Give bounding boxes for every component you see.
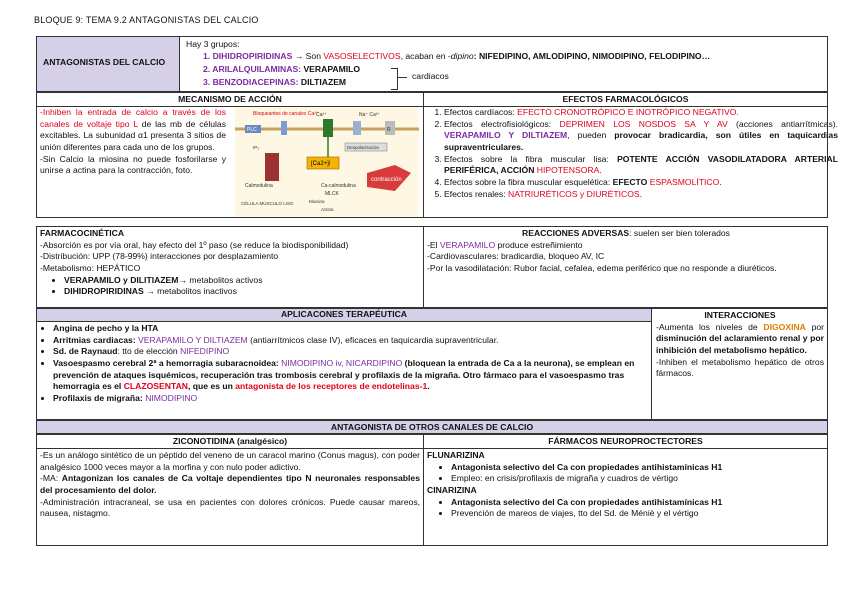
neuro-c2: • Prevención de mareos de viajes, tto del Sd. de Méniè y el vértigo	[451, 508, 825, 520]
g2-drug: VERAPAMILO	[303, 64, 361, 74]
mecanismo-p1b: de las mb de células excitables. La subunidad α1 presenta 3 sitios de unión diferentes para cada uno de los grupos.	[40, 118, 227, 153]
aplicaciones-row	[36, 308, 828, 420]
g3-drug: DILTIAZEM	[300, 77, 347, 87]
channel-l	[323, 119, 333, 137]
diagram-celula-label: CÉLULA MÚSCULO LISO	[241, 201, 294, 206]
diagram-cacal-label: Ca-calmodulina	[321, 183, 356, 189]
aplicaciones-list	[41, 323, 657, 405]
g1-vs: VASOSELECTIVOS	[323, 51, 401, 61]
interacciones-l1: -Aumenta los niveles de DIGOXINA por disminución del aclaramiento renal y por inhibición del metabolismo hepático.	[656, 321, 824, 356]
intro-label-cell	[37, 37, 180, 91]
cardiac-label: cardiacos	[412, 71, 449, 81]
farmaco-b1: • VERAPAMILO y DILITIAZEM→ metabolitos activos	[64, 275, 420, 287]
g1-num: 1.	[203, 51, 211, 61]
intro-group-1	[203, 51, 710, 63]
intro-section	[36, 36, 828, 92]
farmaco-reacciones-row	[36, 226, 828, 308]
g1-rest: , acaban en -	[400, 51, 451, 61]
efectos-title: EFECTOS FARMACOLÓGICOS	[424, 94, 827, 107]
reticulum	[265, 153, 279, 181]
farmaco-l1: -Absorción es por vía oral, hay efecto del 1º paso (se reduce la biodisponibilidad)	[40, 239, 349, 250]
channel-a	[281, 121, 287, 135]
aplic-1: • Angina de pecho y la HTA	[53, 323, 657, 335]
efectos-list	[428, 107, 838, 201]
zico-text	[40, 450, 420, 520]
calcium-channel-diagram	[235, 107, 419, 217]
channel-b	[353, 121, 361, 135]
farmaco-l2: -Distribución: UPP (78-99%) interacciones por desplazamiento	[40, 251, 279, 262]
divider	[423, 93, 424, 217]
g2-num: 2.	[203, 64, 211, 74]
diagram-ip3-label: IP₃	[253, 145, 260, 150]
brace-tick	[397, 77, 407, 78]
zico-l1: -Es un análogo sintético de un péptido del veneno de un caracol marino (Conus magus), con poder analgésico 1000 veces mayor a la morfina y con nulo poder adictivo.	[40, 450, 420, 472]
neuro-f1: • Antagonista selectivo del Ca con propiedades antihistamínicas H1	[451, 462, 825, 474]
mecanismo-title: MECANISMO DE ACCIÓN	[37, 94, 423, 107]
aplic-4: • Vasoespasmo cerebral 2ª a hemorragia subaracnoidea: NIMODIPINO iv, NICARDIPINO (bloquean la entrada de Ca a la neurona), se emplean en prevención de ataques isquémicos, recuperación tras trombosis cerebral y profilaxis de la migraña. Otro fármaco para el vasoespasmo tras hemorragia es el CLAZOSENTAN, que es un antagonista de los receptores de endotelinas-1.	[53, 358, 657, 393]
divider-4	[423, 435, 424, 545]
farmaco-l3: -Metabolismo: HEPÁTICO	[40, 263, 141, 274]
g1-list: : NIFEDIPINO, AMLODIPINO, NIMODIPINO, FELODIPINO…	[473, 51, 711, 61]
g1-suffix: dipino	[450, 51, 474, 61]
diagram-actina-label: Actina	[321, 207, 334, 212]
zico-l3: -Administración intracraneal, se usa en pacientes con dolores crónicos. Puede causar mareos, nausea, nistagmo.	[40, 496, 420, 519]
interacciones-l2: -Inhiben el metabolismo hepático de otros fármacos.	[656, 356, 824, 379]
aplic-3: • Sd. de Raynaud: tto de elección NIFEDIPINO	[53, 346, 657, 358]
neuro-text	[427, 450, 825, 520]
reacciones-title-row	[427, 228, 825, 240]
g2-name: ARILALQUILAMINAS:	[212, 64, 304, 74]
diagram-na-label: Na⁺ Ca²⁺	[359, 112, 381, 118]
diagram-calmod-label: Calmodulina	[245, 183, 273, 189]
diagram-r-label: R	[387, 127, 391, 133]
g1-name: DIHIDROPIRIDINAS	[212, 51, 293, 61]
intro-label: ANTAGONISTAS DEL CALCIO	[43, 57, 166, 67]
reacciones-l1: -El VERAPAMILO produce estreñimiento	[427, 239, 583, 250]
interacciones-title: INTERACCIONES	[704, 310, 776, 320]
farmaco-b2: • DIHIDROPIRIDINAS → metabolitos inactivos	[64, 286, 420, 298]
neuro-h1: FLUNARIZINA	[427, 450, 485, 460]
diagram-bloq-label: Bloqueantes de canales Ca²⁺	[253, 111, 319, 117]
mecanismo-efectos-row	[36, 92, 838, 218]
intro-group-3	[203, 77, 346, 89]
interacciones	[656, 310, 824, 380]
zico-l2: -MA: Antagonizan los canales de Ca voltaje dependientes tipo N neuronales responsables del procesamiento del dolor.	[40, 473, 420, 496]
page-title: BLOQUE 9: TEMA 9.2 ANTAGONISTAS DEL CALCIO	[34, 15, 259, 25]
reacciones-l3: -Por la vasodilatación: Rubor facial, cefalea, edema periférico que no responde a diuréticos.	[427, 263, 777, 274]
g3-num: 3.	[203, 77, 211, 87]
neuro-f2: • Empleo: en crisis/profilaxis de migraña y cuadros de vértigo	[451, 473, 825, 485]
efecto-2: 2. Efectos electrofisiológicos: DEPRIMEN LOS NOSDOS SA Y AV (acciones antiarrítmicas). VERAPAMILO Y DILTIAZEM, pueden provocar bradicardia, son útiles en taquicardias supraventriculares.	[444, 119, 838, 154]
mecanismo-text	[40, 107, 226, 177]
otros-title-bar	[36, 420, 828, 434]
reacciones-title-rest: : suelen ser bien tolerados	[629, 228, 730, 238]
aplic-5: • Profilaxis de migraña: NIMODIPINO	[53, 393, 657, 405]
otros-row	[36, 434, 828, 546]
mecanismo-p2: -Sin Calcio la miosina no puede fosforilarse y unirse a actina para la contracción, foto.	[40, 153, 226, 176]
reacciones-l2: -Cardiovasculares: bradicardia, bloqueo AV, IC	[427, 251, 605, 262]
diagram-plc-label: PLC	[247, 127, 257, 133]
diagram-contr-label: contracción	[371, 177, 402, 183]
diagram-ca-i-label: [Ca2+]i	[311, 161, 331, 167]
mecanismo-p1a: -Inhiben la entrada de calcio a través de los canales de voltaje tipo L	[40, 107, 226, 129]
neuro-title: FÁRMACOS NEUROPROCTECTORES	[424, 436, 827, 449]
efecto-3: 3. Efectos sobre la fibra muscular lisa: POTENTE ACCIÓN VASODILATADORA ARTERIAL PERIFÉRICA, ACCIÓN HIPOTENSORA.	[444, 154, 838, 177]
efecto-4: 4. Efectos sobre la fibra muscular esquelética: EFECTO ESPASMOLÍTICO.	[444, 177, 838, 189]
diagram-ca-label: Ca²⁺	[316, 112, 327, 118]
diagram-mlck-label: MLCK	[325, 191, 339, 197]
reacciones	[427, 228, 825, 275]
diagram-desp-label: Despolarización	[347, 145, 380, 150]
zico-title: ZICONOTIDINA (analgésico)	[37, 436, 423, 449]
divider-2	[423, 227, 424, 307]
farmacocinetica-title: FARMACOCINÉTICA	[40, 228, 125, 238]
diagram-miosina-label: Miosina	[309, 199, 325, 204]
neuro-c1: • Antagonista selectivo del Ca con propiedades antihistamínicas H1	[451, 497, 825, 509]
aplicaciones-title: APLICACONES TERAPÉUTICA	[37, 309, 651, 322]
intro-group-2	[203, 64, 360, 76]
neuro-h2: CINARIZINA	[427, 485, 477, 496]
g1-arrow: → Son	[292, 51, 324, 61]
otros-title: ANTAGONISTA DE OTROS CANALES DE CALCIO	[330, 422, 534, 432]
aplic-2: • Arritmias cardiacas: VERAPAMILO Y DILTIAZEM (antiarrítmicos clase IV), eficaces en taquicardia supraventricular.	[53, 335, 657, 347]
efecto-5: 5. Efectos renales: NATRIURÉTICOS y DIURÉTICOS.	[444, 189, 838, 201]
brace	[391, 68, 398, 90]
farmacocinetica	[40, 228, 420, 298]
reacciones-title: REACCIONES ADVERSAS	[522, 228, 630, 238]
intro-lead: Hay 3 grupos:	[186, 39, 240, 49]
efecto-1: 1. Efectos cardíacos: EFECTO CRONOTRÓPICO E INOTRÓPICO NEGATIVO.	[444, 107, 838, 119]
g3-name: BENZODIACEPINAS:	[212, 77, 301, 87]
